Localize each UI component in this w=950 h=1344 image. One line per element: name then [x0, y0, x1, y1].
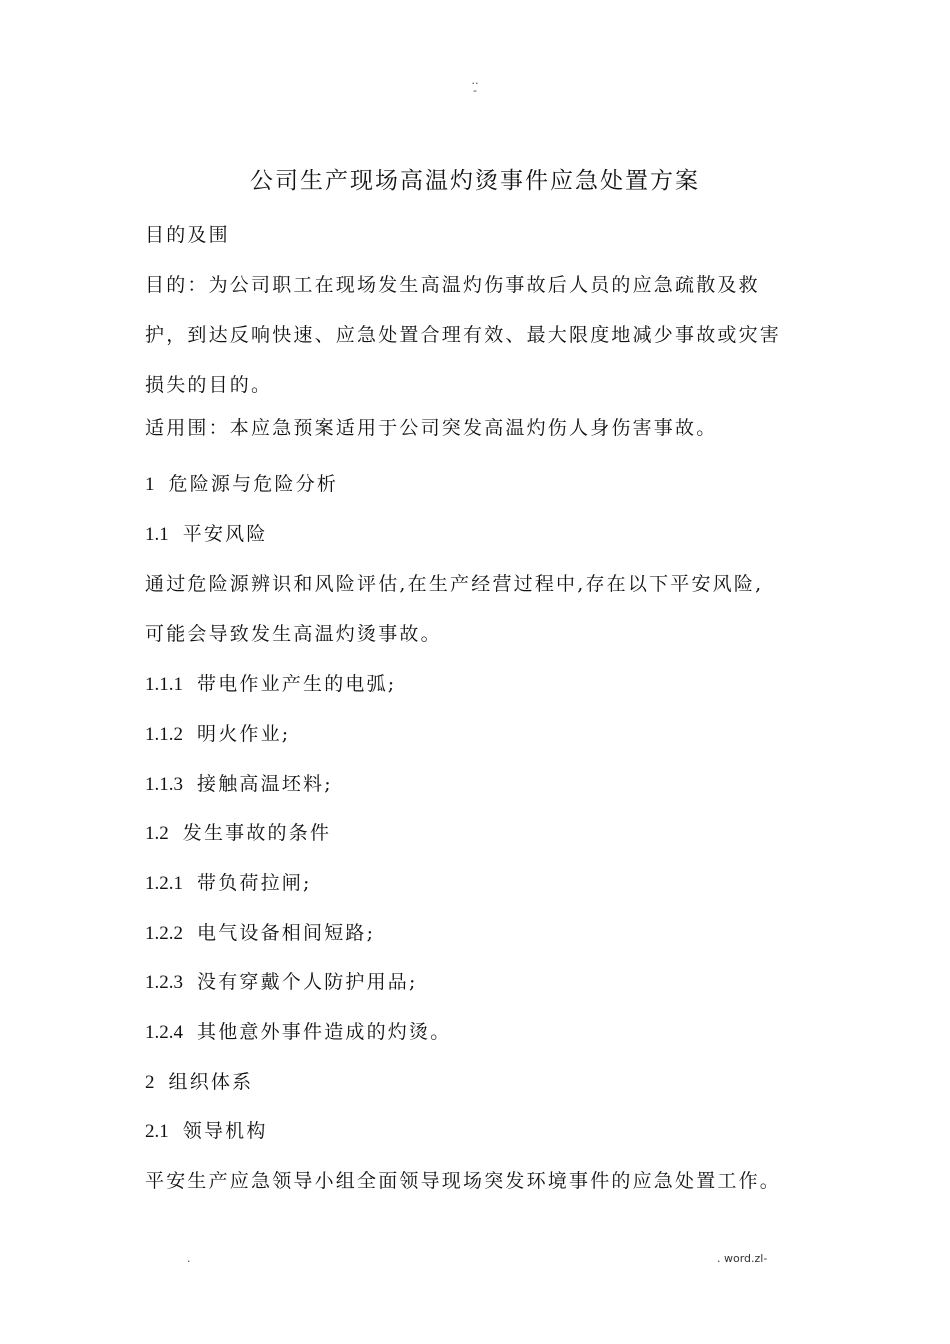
- item-number: 1.1.2: [145, 724, 183, 745]
- item-text: 没有穿戴个人防护用品;: [197, 971, 418, 993]
- section-heading-1-2: [145, 818, 331, 845]
- purpose-paragraph-line-1: 目的：为公司职工在现场发生高温灼伤事故后人员的应急疏散及救: [145, 274, 760, 296]
- list-item-1-1-2: [145, 719, 290, 746]
- list-item-1-1-1: [145, 669, 396, 696]
- list-item-1-2-4: [145, 1017, 451, 1044]
- section-text: 领导机构: [182, 1120, 268, 1142]
- item-text: 其他意外事件造成的灼烫。: [197, 1021, 452, 1043]
- section-number: 1.2: [145, 823, 169, 844]
- section-heading-2-1: [145, 1116, 268, 1143]
- item-text: 接触高温坯料;: [197, 773, 333, 795]
- section-heading-2: [145, 1067, 253, 1094]
- item-number: 1.2.3: [145, 972, 183, 993]
- list-item-1-2-3: [145, 967, 418, 994]
- item-text: 电气设备相间短路;: [197, 922, 376, 944]
- item-text: 带负荷拉闸;: [197, 872, 312, 894]
- item-number: 1.2.1: [145, 873, 183, 894]
- purpose-paragraph-line-3: 损失的目的。: [145, 374, 273, 396]
- item-number: 1.2.2: [145, 923, 183, 944]
- page-header-dash: -: [473, 84, 477, 97]
- item-text: 带电作业产生的电弧;: [197, 673, 397, 695]
- footer-left-mark: .: [187, 1252, 191, 1265]
- risk-paragraph-line-1: 通过危险源辨识和风险评估,在生产经营过程中,存在以下平安风险,: [145, 573, 764, 595]
- list-item-1-2-1: [145, 868, 312, 895]
- leadership-paragraph: 平安生产应急领导小组全面领导现场突发环境事件的应急处置工作。: [145, 1170, 782, 1192]
- list-item-1-2-2: [145, 918, 375, 945]
- item-number: 1.1.1: [145, 674, 183, 695]
- section-text: 发生事故的条件: [182, 822, 332, 844]
- list-item-1-1-3: [145, 769, 333, 796]
- section-number: 1: [145, 474, 155, 495]
- item-number: 1.2.4: [145, 1022, 183, 1043]
- section-number: 2.1: [145, 1121, 169, 1142]
- section-number: 2: [145, 1072, 155, 1093]
- section-heading-1-1: [145, 519, 268, 546]
- section-number: 1.1: [145, 524, 169, 545]
- scope-paragraph: 适用围：本应急预案适用于公司突发高温灼伤人身伤害事故。: [145, 417, 718, 439]
- purpose-paragraph-line-2: 护，到达反响快速、应急处置合理有效、最大限度地减少事故或灾害: [145, 324, 782, 346]
- section-heading-1: [145, 469, 338, 496]
- footer-watermark: . word.zl-: [717, 1252, 768, 1265]
- document-title: 公司生产现场高温灼烫事件应急处置方案: [250, 168, 700, 194]
- item-text: 明火作业;: [197, 723, 291, 745]
- risk-paragraph-line-2: 可能会导致发生高温灼烫事故。: [145, 623, 442, 645]
- purpose-heading: 目的及围: [145, 224, 230, 246]
- section-text: 组织体系: [168, 1071, 254, 1093]
- section-text: 平安风险: [182, 523, 268, 545]
- page-header-dots: ..: [471, 74, 479, 87]
- item-number: 1.1.3: [145, 774, 183, 795]
- section-text: 危险源与危险分析: [168, 473, 339, 495]
